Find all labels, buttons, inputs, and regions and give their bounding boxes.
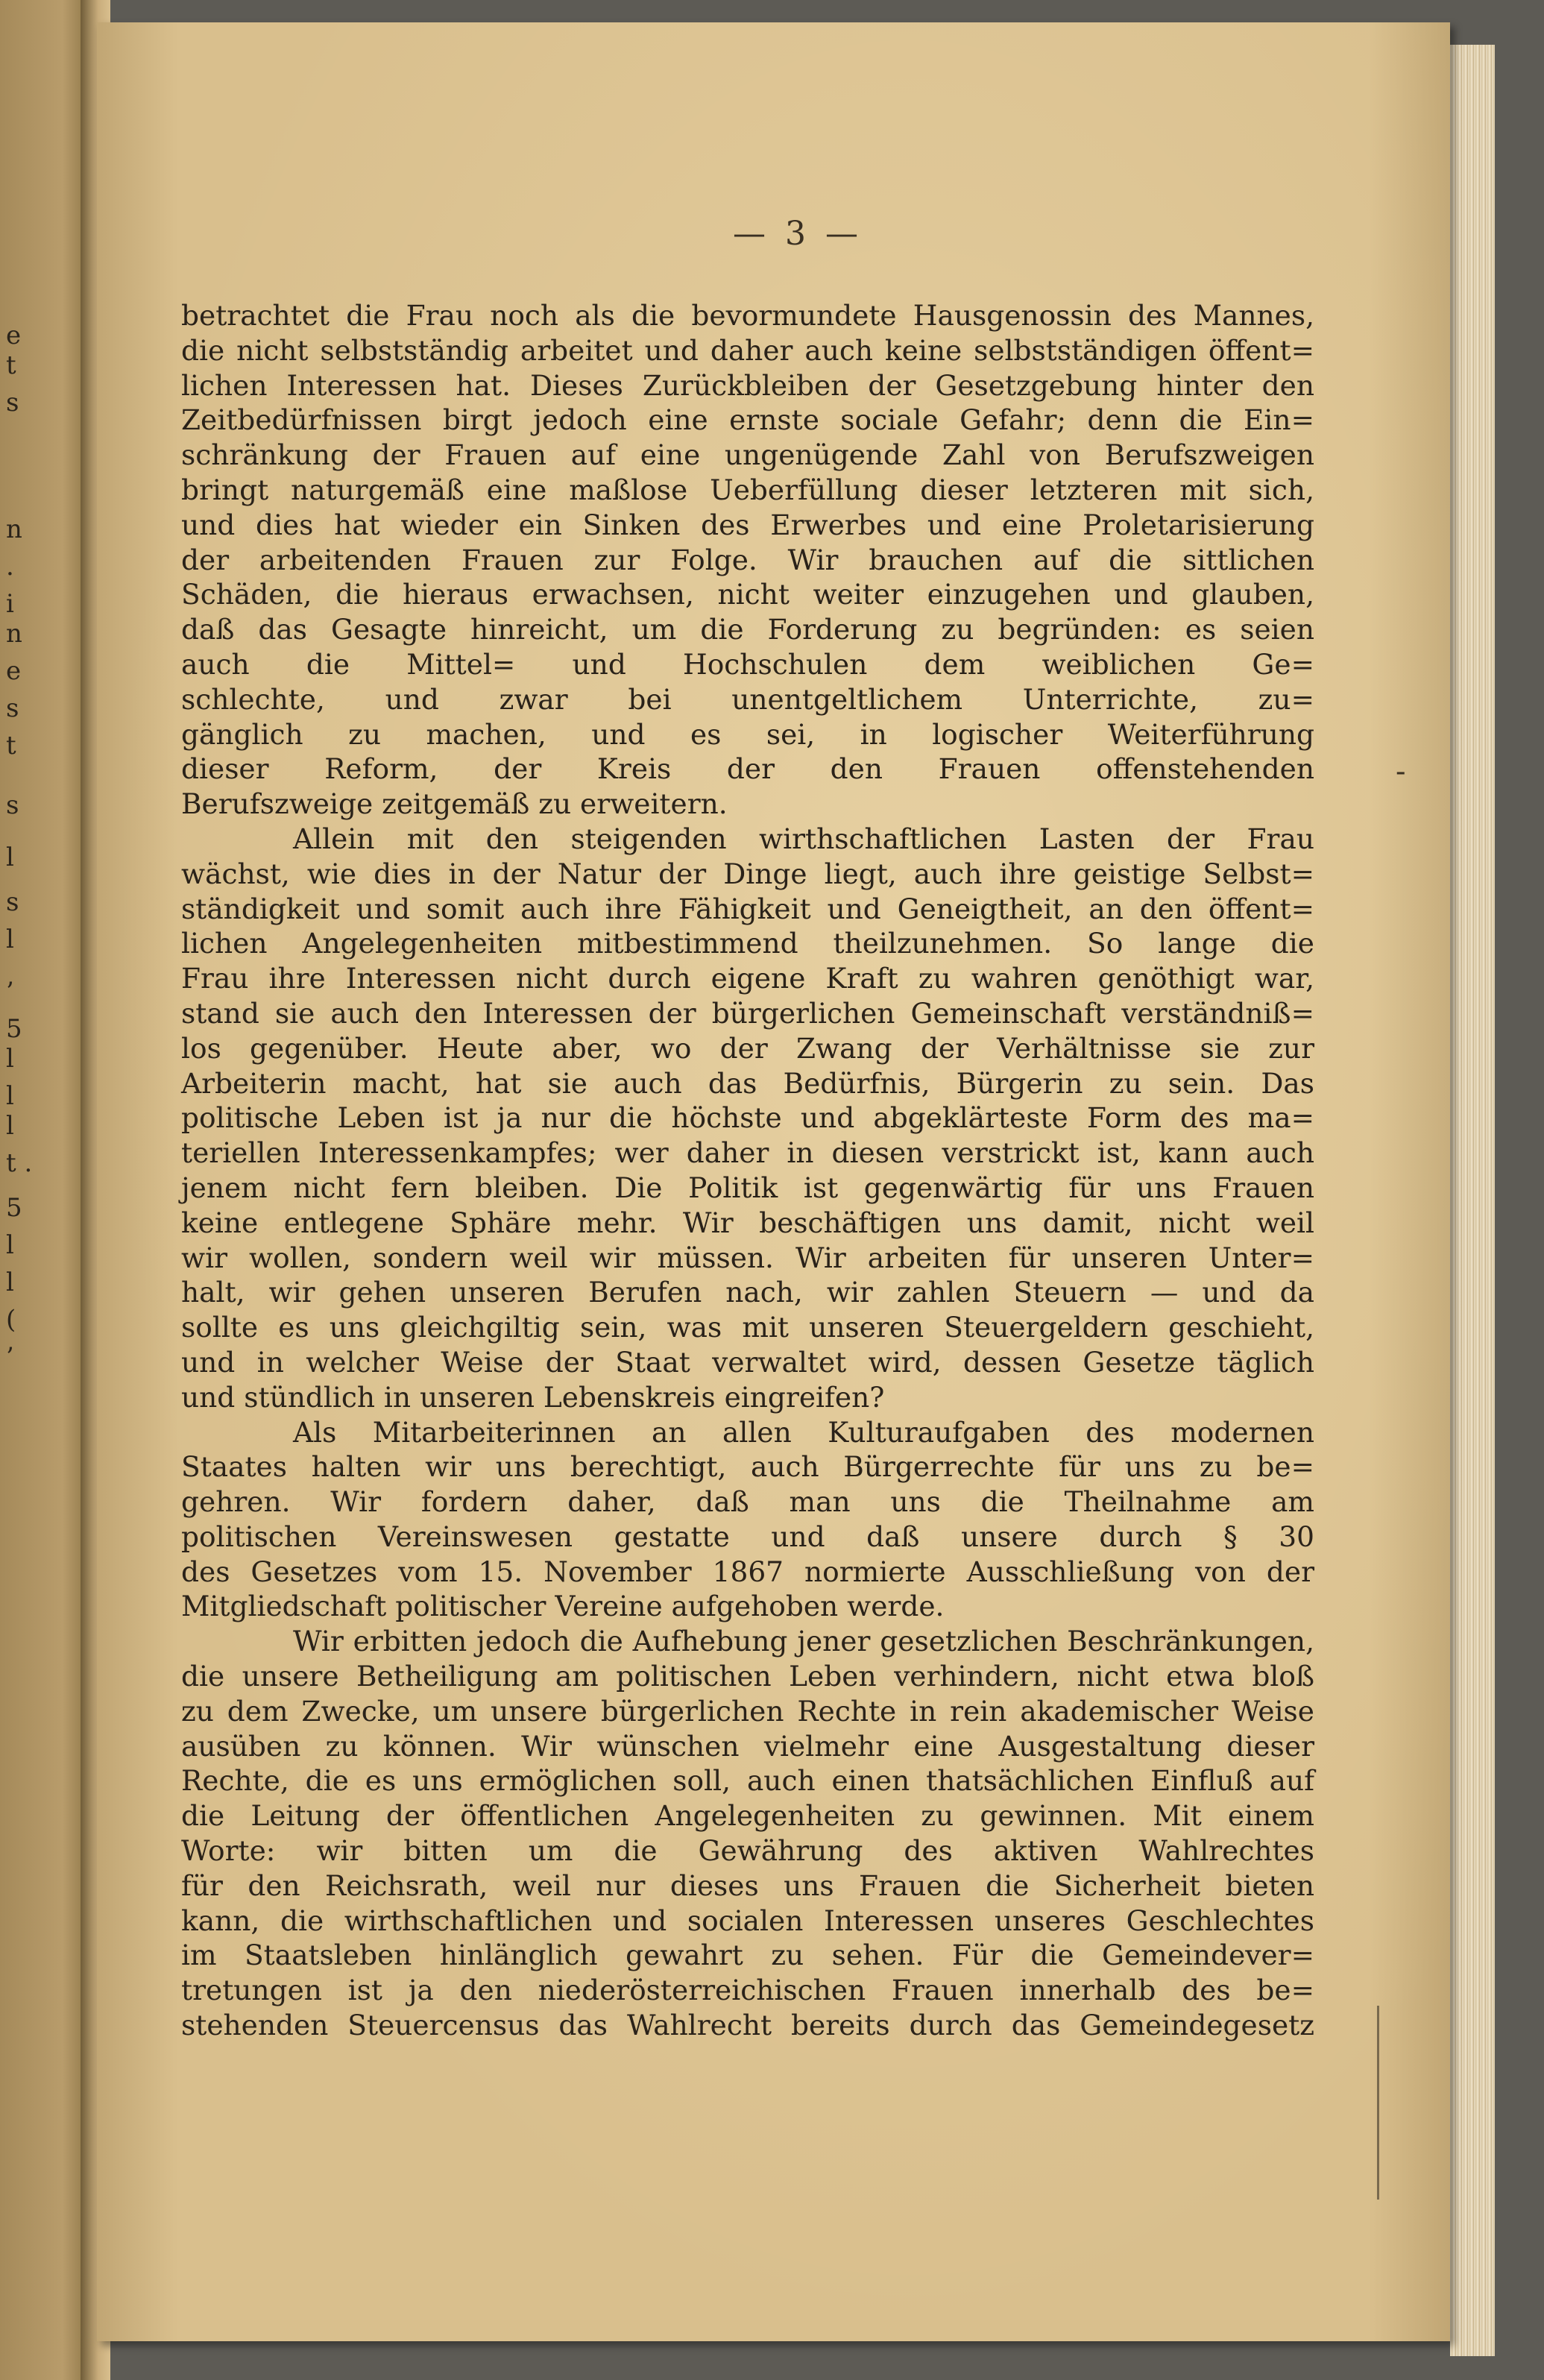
text-line: gehren. Wir fordern daher, daß man uns die Theilnahme am: [181, 1485, 1314, 1519]
paragraph: [181, 1624, 1314, 2043]
body-text: [181, 298, 1314, 2043]
text-line: Als Mitarbeiterinnen an allen Kulturaufgaben des modernen: [293, 1415, 1314, 1449]
margin-bracket: [1377, 2006, 1384, 2200]
text-line: gänglich zu machen, und es sei, in logischer Weiterführung: [181, 717, 1314, 751]
text-line: daß das Gesagte hinreicht, um die Forderung zu begründen: es seien: [181, 613, 1314, 646]
paragraph: [181, 822, 1314, 1415]
text-line: Mitgliedschaft politischer Vereine aufgehoben werde.: [181, 1590, 945, 1623]
text-line: schränkung der Frauen auf eine ungenügende Zahl von Berufszweigen: [181, 438, 1314, 472]
text-line: Zeitbedürfnissen birgt jedoch eine ernste sociale Gefahr; denn die Ein=: [181, 403, 1314, 437]
left-page-fragment: e: [6, 321, 22, 350]
text-line: tretungen ist ja den niederösterreichischen Frauen innerhalb des be=: [181, 1974, 1314, 2007]
left-page-fragment: l: [6, 1268, 14, 1297]
text-line: stehenden Steuercensus das Wahlrecht bereits durch das Gemeindegesetz: [181, 2009, 1314, 2042]
text-line: Wir erbitten jedoch die Aufhebung jener gesetzlichen Beschränkungen,: [293, 1625, 1314, 1658]
text-line: keine entlegene Sphäre mehr. Wir beschäftigen uns damit, nicht weil: [181, 1206, 1314, 1239]
text-line: zu dem Zwecke, um unsere bürgerlichen Rechte in rein akademischer Weise: [181, 1694, 1314, 1728]
left-page-fragment: n: [6, 619, 22, 649]
paragraph: [181, 1415, 1314, 1625]
left-page-fragment: s: [6, 388, 19, 418]
left-page-fragment: l: [6, 925, 14, 954]
text-line: Rechte, die es uns ermöglichen soll, auch einen thatsächlichen Einfluß auf: [181, 1764, 1314, 1798]
page-number: — 3 —: [733, 215, 863, 253]
paragraph: [181, 298, 1314, 822]
text-line: wächst, wie dies in der Natur der Dinge liegt, auch ihre geistige Selbst=: [181, 857, 1314, 890]
text-line: und in welcher Weise der Staat verwaltet wird, dessen Gesetze täglich: [181, 1345, 1314, 1379]
text-line: schlechte, und zwar bei unentgeltlichem Unterrichte, zu=: [181, 682, 1314, 716]
left-page-fragment: l: [6, 1111, 14, 1141]
left-page-fragment: 5: [6, 1193, 22, 1223]
left-page-fragment: s: [6, 790, 19, 820]
left-page-fragment: l: [6, 1081, 14, 1111]
left-page-fragment: s: [6, 693, 19, 723]
text-line: politischen Vereinswesen gestatte und daß unsere durch § 30: [181, 1520, 1314, 1553]
text-line: Frau ihre Interessen nicht durch eigene Kraft zu wahren genöthigt war,: [181, 962, 1314, 995]
text-line: der arbeitenden Frauen zur Folge. Wir brauchen auf die sittlichen: [181, 543, 1314, 576]
text-line: Allein mit den steigenden wirthschaftlichen Lasten der Frau: [293, 822, 1314, 855]
left-page-fragment: i: [6, 589, 14, 619]
text-line: auch die Mittel= und Hochschulen dem weiblichen Ge=: [181, 647, 1314, 681]
text-line: stand sie auch den Interessen der bürgerlichen Gemeinschaft verständniß=: [181, 996, 1314, 1030]
text-line: die unsere Betheiligung am politischen Leben verhindern, nicht etwa bloß: [181, 1660, 1314, 1693]
left-page-fragment: t: [6, 731, 16, 761]
text-line: betrachtet die Frau noch als die bevormundete Hausgenossin des Mannes,: [181, 299, 1314, 332]
text-line: und stündlich in unseren Lebenskreis eingreifen?: [181, 1380, 885, 1414]
left-page-fragment: e: [6, 656, 22, 686]
text-line: des Gesetzes vom 15. November 1867 normierte Ausschließung von der: [181, 1555, 1314, 1588]
left-page-fragment: l: [6, 1044, 14, 1074]
left-page-fragment: t: [6, 350, 16, 380]
text-line: teriellen Interessenkampfes; wer daher in diesen verstrickt ist, kann auch: [181, 1136, 1314, 1170]
book-page: [97, 22, 1450, 2341]
text-line: Berufszweige zeitgemäß zu erweitern.: [181, 787, 728, 821]
text-line: die Leitung der öffentlichen Angelegenheiten zu gewinnen. Mit einem: [181, 1799, 1314, 1833]
text-line: jenem nicht fern bleiben. Die Politik ist gegenwärtig für uns Frauen: [181, 1171, 1314, 1204]
text-line: kann, die wirthschaftlichen und socialen Interessen unseres Geschlechtes: [181, 1904, 1314, 1937]
text-line: politische Leben ist ja nur die höchste und abgeklärteste Form des ma=: [181, 1101, 1314, 1135]
text-line: im Staatsleben hinlänglich gewahrt zu sehen. Für die Gemeindever=: [181, 1939, 1314, 1972]
left-page-fragment: ’: [6, 977, 14, 1007]
text-line: los gegenüber. Heute aber, wo der Zwang der Verhältnisse sie zur: [181, 1031, 1314, 1065]
text-line: Arbeiterin macht, hat sie auch das Bedürfnis, Bürgerin zu sein. Das: [181, 1066, 1314, 1100]
text-line: halt, wir gehen unseren Berufen nach, wir zahlen Steuern — und da: [181, 1276, 1314, 1309]
text-line: lichen Interessen hat. Dieses Zurückbleiben der Gesetzgebung hinter den: [181, 368, 1314, 402]
text-line: Schäden, die hieraus erwachsen, nicht weiter einzugehen und glauben,: [181, 578, 1314, 611]
margin-mark: -: [1396, 755, 1406, 789]
text-line: die nicht selbstständig arbeitet und daher auch keine selbstständigen öffent=: [181, 333, 1314, 367]
text-line: bringt naturgemäß eine maßlose Ueberfüllung dieser letzteren mit sich,: [181, 473, 1314, 506]
left-page-fragment: l: [6, 843, 14, 872]
left-page-fragment: t .: [6, 1148, 33, 1178]
text-line: lichen Angelegenheiten mitbestimmend theilzunehmen. So lange die: [181, 927, 1314, 960]
page-edges: [1450, 45, 1495, 2356]
left-page-fragment: l: [6, 1230, 14, 1260]
text-line: dieser Reform, der Kreis der den Frauen offenstehenden: [181, 752, 1314, 786]
left-page-fragment: .: [6, 552, 14, 582]
left-page-fragment: n: [6, 514, 22, 544]
text-line: ständigkeit und somit auch ihre Fähigkeit und Geneigtheit, an den öffent=: [181, 892, 1314, 925]
text-line: ausüben zu können. Wir wünschen vielmehr eine Ausgestaltung dieser: [181, 1729, 1314, 1763]
previous-page-strip: [0, 0, 89, 2380]
text-line: Staates halten wir uns berechtigt, auch Bürgerrechte für uns zu be=: [181, 1450, 1314, 1484]
text-line: Worte: wir bitten um die Gewährung des aktiven Wahlrechtes: [181, 1834, 1314, 1868]
left-page-fragment: 5: [6, 1014, 22, 1044]
text-line: sollte es uns gleichgiltig sein, was mit unseren Steuergeldern geschieht,: [181, 1311, 1314, 1344]
text-line: wir wollen, sondern weil wir müssen. Wir arbeiten für unseren Unter=: [181, 1241, 1314, 1274]
left-page-fragment: (: [6, 1305, 16, 1335]
text-line: und dies hat wieder ein Sinken des Erwerbes und eine Proletarisierung: [181, 508, 1314, 541]
left-page-fragment: ’: [6, 1342, 14, 1372]
text-line: für den Reichsrath, weil nur dieses uns Frauen die Sicherheit bieten: [181, 1869, 1314, 1902]
left-page-fragment: s: [6, 887, 19, 917]
